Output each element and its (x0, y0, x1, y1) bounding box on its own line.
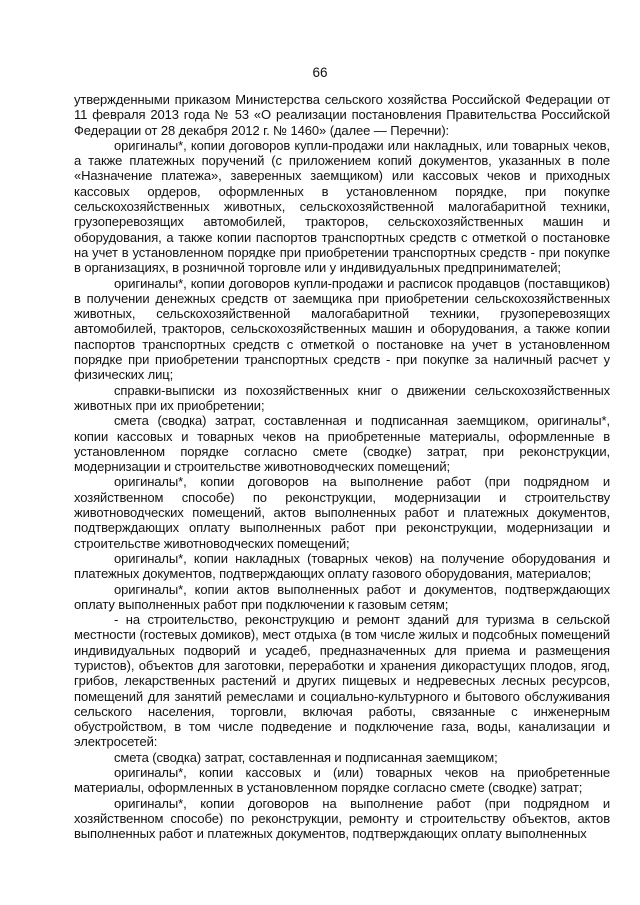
paragraph: оригиналы*, копии договоров купли-продажи и расписок продавцов (поставщиков) в получении денежных средств от заемщика при приобретении сельскохозяйственных животных, сельскохозяйственной малогабаритной техники, грузоперевозящих автомобилей, тракторов, сельскохозяйственных машин и оборудования, а также копии паспортов транспортных средств с отметкой о постановке на учет в установленном порядке при приобретении транспортных средств - при покупке за наличный расчет у физических лиц; (74, 275, 610, 383)
page-number: 66 (312, 65, 328, 80)
paragraph: оригиналы*, копии кассовых и (или) товарных чеков на приобретенные материалы, оформленных в установленном порядке согласно смете (сводке) затрат; (74, 765, 610, 796)
paragraph: оригиналы*, копии договоров на выполнение работ (при подрядном и хозяйственном способе) по реконструкции, модернизации и строительству животноводческих помещений, актов выполненных работ и платежных документов, подтверждающих оплату выполненных работ при реконструкции, модернизации и строительстве животноводческих помещений; (74, 474, 610, 551)
paragraph: оригиналы*, копии договоров купли-продажи или накладных, или товарных чеков, а также платежных поручений (с приложением копий документов, указанных в поле «Назначение платежа», заверенных заемщиком) или кассовых чеков и приходных кассовых ордеров, оформленных в установленном порядке, при покупке сельскохозяйственных животных, сельскохозяйственной малогабаритной техники, грузоперевозящих автомобилей, тракторов, сельскохозяйственных машин и оборудования, а также копии паспортов транспортных средств с отметкой о постановке на учет в установленном порядке при приобретении транспортных средств - при покупке в организациях, в розничной торговле или у индивидуальных предпринимателей; (74, 137, 610, 276)
paragraph: утвержденными приказом Министерства сельского хозяйства Российской Федерации от 11 февраля 2013 года № 53 «О реализации постановления Правительства Российской Федерации от 28 декабря 2012 г. № 1460» (далее — Перечни): (74, 92, 610, 138)
paragraph: справки-выписки из похозяйственных книг о движении сельскохозяйственных животных при их приобретении; (74, 382, 610, 413)
document-body (74, 92, 610, 842)
paragraph: смета (сводка) затрат, составленная и подписанная заемщиком, оригиналы*, копии кассовых и товарных чеков на приобретенные материалы, оформленные в установленном порядке согласно смете (сводке) затрат, при реконструкции, модернизации и строительстве животноводческих помещений; (74, 413, 610, 475)
paragraph: оригиналы*, копии накладных (товарных чеков) на получение оборудования и платежных документов, подтверждающих оплату газового оборудования, материалов; (74, 550, 610, 582)
paragraph: смета (сводка) затрат, составленная и подписанная заемщиком; (114, 749, 498, 765)
paragraph: оригиналы*, копии актов выполненных работ и документов, подтверждающих оплату выполненных работ при подключении к газовым сетям; (74, 581, 610, 612)
paragraph: оригиналы*, копии договоров на выполнение работ (при подрядном и хозяйственном способе) по реконструкции, ремонту и строительству объектов, актов выполненных работ и платежных документов, подтверждающих оплату выполненных (74, 795, 610, 842)
paragraph: - на строительство, реконструкцию и ремонт зданий для туризма в сельской местности (гостевых домиков), мест отдыха (в том числе жилых и подсобных помещений индивидуальных подворий и усадеб, предназначенных для приема и размещения туристов), объектов для заготовки, переработки и хранения дикорастущих плодов, ягод, грибов, лекарственных растений и других пищевых и недревесных лесных ресурсов, помещений для занятий ремеслами и социально-культурного и бытового обслуживания сельского населения, торговли, включая работы, связанные с инженерным обустройством, в том числе подведение и подключение газа, воды, канализации и электросетей: (74, 612, 610, 750)
